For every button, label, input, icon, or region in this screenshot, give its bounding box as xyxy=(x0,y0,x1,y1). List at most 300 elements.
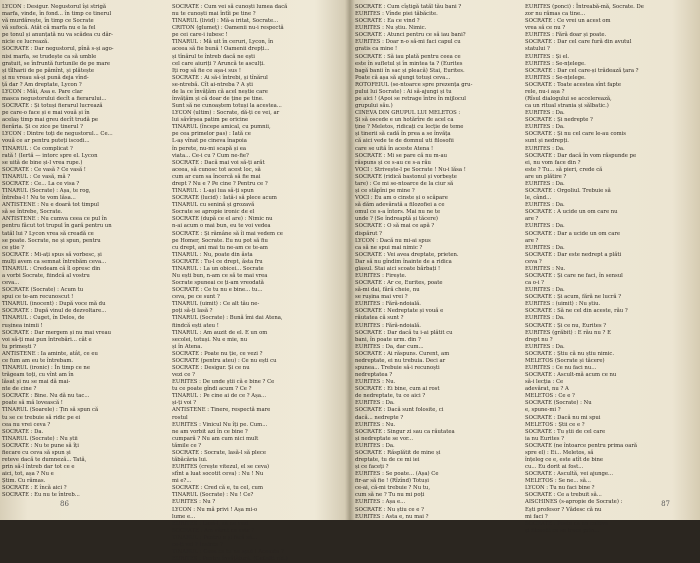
book-gutter xyxy=(345,0,355,520)
text-line: bagă banii în sac și pleacă) Stai, Eurites. xyxy=(355,67,465,74)
text-line: SOCRATE : Ce vasă ? Ce vasă ! xyxy=(2,166,86,173)
text-line: rată ! (Iertă — intorc spre el. Lycon xyxy=(2,152,98,159)
text-line: SOCRATE : Ea ce vind ? xyxy=(355,18,420,25)
text-line: EURITES : Fără doar și poate. xyxy=(525,32,607,39)
text-line: TINARUL : L-ași lua să-ți spun xyxy=(172,188,254,195)
text-line: SOCRATE : Toate acestea sînt fapte xyxy=(525,81,622,88)
text-line: Ești profesor ? Vădesc că nu xyxy=(525,506,602,513)
left-page-column-1 xyxy=(2,4,168,499)
text-line: EURITES : Nu. xyxy=(355,421,396,428)
text-line: prin să-l întreb dar tot ce e xyxy=(2,464,75,471)
text-line: cu drept, ani mai tu ne-am ce te-am xyxy=(172,244,268,251)
text-line: SOCRATE : Dar cel care-și trădează țara ? xyxy=(525,67,639,74)
text-line: le, când... xyxy=(525,195,552,202)
text-line: SOCRATE : Singur zi sau ca răutatea xyxy=(355,428,455,435)
text-line: EURITES : Fără-ndoială. xyxy=(355,301,421,308)
text-line: EURITES : Da. xyxy=(525,110,565,117)
text-line: CRITON (glumeț) : Oamenii nu-i respectă xyxy=(172,25,284,32)
text-line: VOCI : Strivește-l pe Socrate ! Nu-i lăsa ! xyxy=(355,166,466,173)
text-line: TINARUL : Ce vasă, mă ? xyxy=(2,173,71,180)
text-line: EURITES : Da. xyxy=(525,343,565,350)
text-line: și-ți voi ? xyxy=(172,400,197,407)
text-line: ce fum am eu te întrebam. xyxy=(2,357,74,364)
text-line: Sunt să ne cunoaștem totuși la acestea... xyxy=(172,103,282,110)
text-line: ei, nu vom face din ? xyxy=(525,159,581,166)
text-line: MELETOS (Socrate și tăcere) xyxy=(525,357,605,364)
text-line: dacă... nedrepte ? xyxy=(355,414,404,421)
text-line: să-i lecția : Ce xyxy=(525,379,564,386)
text-line: pe Homer, Socrate. Eu nu pot să fiu xyxy=(172,237,268,244)
text-line: SOCRATE : Ce... La ce visa ? xyxy=(2,180,80,187)
text-line: SOCRATE : Dar cel care fură din avutul xyxy=(525,39,632,46)
text-line: LYCON : Măi, Asa e. Pare clar xyxy=(2,88,83,95)
text-line: răspuns și ce s-au ce s-a rău xyxy=(355,159,431,166)
text-line: SOCRATE (lucid) : Iată-i să plece acum xyxy=(172,195,277,202)
text-line: pe cei care-i iubesc ! xyxy=(172,32,228,39)
text-line: și ce stăpîni pe mine ? xyxy=(355,188,415,195)
text-line: se poate. Socrate, ne și spun, pentru xyxy=(2,237,101,244)
text-line: Socrate se apropie ironic de el xyxy=(172,209,255,216)
text-line: SOCRATE : Cum vei să cunoști lumea dacă xyxy=(172,4,288,10)
text-line: SOCRATE : Da. xyxy=(2,428,44,435)
text-line: aici, tot, așa ? Nu e xyxy=(2,471,54,478)
text-line: TINARUL : La un obicei... Socrate xyxy=(172,265,264,272)
text-line: ca un ritual strania și sălbatic.) xyxy=(525,103,609,110)
text-line: EURITES : Nu știu. Nimic. xyxy=(355,25,427,32)
text-line: TINARUL : Pe cine ai de ce ? Așa... xyxy=(172,393,267,400)
text-line: ță dar ? Am dreptate, Lycon ? xyxy=(2,81,82,88)
text-line: EURITES : Da, dar cum... xyxy=(355,343,424,350)
text-line: SOCRATE : E încă aici ? xyxy=(2,485,67,492)
text-line: ce-ai, că-mi trebuie ? Nu tu, xyxy=(355,485,431,492)
text-line: ne am vorbit azi în ce bine ? xyxy=(172,428,248,435)
text-line: LYCON (ultim) : Socrate, dă-ți ce vei, ar xyxy=(172,110,280,117)
text-line: TINARUL (uimit) : Ce alt tău ne- xyxy=(172,301,260,308)
text-line: SOCRATE : Eu nu te întreb... xyxy=(2,492,80,499)
text-line: poți să-ți lasă ? xyxy=(172,308,213,315)
text-line: EURITES : (uimit) : Nu știu. xyxy=(525,301,601,308)
text-line: înțeleg ce e, este atît de bine xyxy=(525,457,603,463)
text-line: ca să ne spui mai nimic ? xyxy=(355,244,423,251)
text-line: ANTISTENE : Ia aminte, atât, ce eu xyxy=(2,350,98,357)
text-line: mi e?... xyxy=(172,478,192,485)
text-line: ia nu Eurites ? xyxy=(525,435,565,442)
text-line: EURITES : Nu. xyxy=(355,379,396,386)
text-line: LYCON : Dacă nu mi-ai spus xyxy=(355,237,431,244)
text-line: tatăl lui ? Lycon vrea să creadă ce xyxy=(2,230,94,237)
text-line: MELETOS : Ce e ? xyxy=(525,393,575,400)
text-line: nedreptatea ? xyxy=(355,372,393,379)
text-line: ceva... xyxy=(2,280,20,287)
text-line: SOCRATE : Și rămâne să îi mai vedem ce xyxy=(172,230,283,237)
text-line: EURITES : Doar n-o să-mi faci capul cu xyxy=(355,39,461,46)
text-line: SOCRATE : Tu știi de cel care xyxy=(525,428,606,435)
text-line: și ce faceți ? xyxy=(355,464,389,471)
text-line: EURITES : Da. xyxy=(525,180,565,187)
text-line: EURITES : Se-nțelege. xyxy=(525,74,586,81)
text-line: TINARUL : Ceea ce tu ne spui ! Aceasta ? xyxy=(172,549,284,556)
text-line: SOCRATE : Dacă sunt folosite, ci xyxy=(355,407,444,414)
text-line: TINARUL : Nu, poate din ăsta xyxy=(172,251,253,258)
text-line: nte de cine ? xyxy=(2,386,37,393)
text-line: SOCRATE : Am văzut ce este ? xyxy=(172,527,255,534)
text-line: TINARUL (Socrate) : Nu ! Ce? xyxy=(172,492,254,499)
text-line: SOCRATE : Atunci pentru ce să iau bani? xyxy=(355,32,466,39)
text-line: lui săvîrșea patim pe oricine xyxy=(172,117,249,124)
text-line: SOCRATE (ridică bastonul și vorbește xyxy=(355,173,457,180)
text-line: voi să-ți mai pun întrebări... cât e xyxy=(2,336,92,343)
text-line: și tînărul te întreb dacă ne ești xyxy=(172,53,255,60)
text-line: și tinerii să cadă în prea a se învăța xyxy=(355,131,451,138)
text-line: rele, nu-i așa ? xyxy=(525,88,565,95)
text-line: SOCRATE : Ai să-i întrebi, și tînărul xyxy=(172,74,268,81)
text-line: EURITES : Da. xyxy=(525,124,565,131)
text-line: SOCRATE : Mi-ați spus să vorbesc, și xyxy=(2,251,102,258)
text-line: SOCRATE : Dacă mai voi să-ți arăt xyxy=(172,159,265,166)
text-line: SOCRATE : Dar mergem și nu mai vreau xyxy=(2,329,112,336)
text-line: are ? xyxy=(525,237,539,244)
text-line: cumpară ? Nu am cum nici mult xyxy=(172,435,259,442)
text-line: grupului său.) xyxy=(355,103,393,110)
text-line: SOCRATE : După vinul de dezvoltare... xyxy=(2,308,107,315)
text-line: pe tonul și anunțată nu va scădea cu dăr- xyxy=(2,32,113,39)
text-line: n-ai acum o mai bun, eu te voi vedea xyxy=(172,223,271,230)
text-line: pentru făcut tot trupul în gară pentru un xyxy=(2,223,112,230)
text-line: ca o-i ? xyxy=(525,280,545,287)
text-line: omul ce s-a întors. Mai nu ne te xyxy=(355,209,441,216)
text-line: SOCRATE : Și nu cel care le-au comis xyxy=(525,131,627,138)
text-line: EURITES (crește vitezul, el se ceva) xyxy=(172,464,270,471)
text-line: fir-ar să fie ! (Rîzînd) Totuși xyxy=(355,478,430,485)
text-line: ține ? Meletos, ridicați cu lecție de teme xyxy=(355,124,464,131)
text-line: VOCI : Eu am o cinste și o scăpare xyxy=(355,195,448,202)
text-line: are ? xyxy=(525,216,539,223)
text-line: SOCRATE : Dar a ucide un om care xyxy=(525,230,621,237)
text-line: SOCRATE : O să mai ce apă ? xyxy=(355,223,435,230)
text-line: pe cea primelor pas) : Iată ce xyxy=(172,131,251,138)
text-line: dispărut ? xyxy=(355,230,382,237)
text-line: se uită de bine și-l vrea rupe.) xyxy=(2,159,83,166)
text-line: EURITES : Da. xyxy=(525,202,565,209)
text-line: cum să ne ? Tu nu mi poți xyxy=(355,492,425,499)
text-line: SOCRATE (Socrate) : Nu xyxy=(525,400,592,407)
text-line: bani, în poate urm. din ? xyxy=(355,336,421,343)
text-line: ROTOFEIUL (se-ntoarce spre prezența gru- xyxy=(355,81,473,88)
text-line: ANTISTENE : Nu e doară tot timpul xyxy=(2,202,99,209)
text-line: SOCRATE : Să iau plată pentru ceea ce xyxy=(355,53,461,60)
text-line: SOCRATE : Dacă nu mi spui xyxy=(525,414,601,421)
text-line: de la ce învățăm că acel neștie care xyxy=(172,88,268,95)
text-line: gratis ca mine ! xyxy=(355,46,398,53)
text-line: secolei, totuși. Nu e mie, nu xyxy=(172,336,248,343)
text-line: TINARUL (Socrate) : Așa, te rog, xyxy=(2,188,91,195)
right-page-column-1 xyxy=(355,4,521,520)
text-line: EURITES : Și el. xyxy=(525,53,570,60)
text-line: TINARUL (începe amical, cu pumnii, xyxy=(172,124,271,131)
text-line: e, spune-mi ? xyxy=(525,407,561,414)
text-line: EURITES : Se-nțelege. xyxy=(525,60,586,67)
text-line: adevărat, nu ? A xyxy=(525,386,569,393)
text-line: SOCRATE : Dar dacă în vom răspunde pe xyxy=(525,152,637,159)
text-line: TINARUL : Pentru e și fără să... xyxy=(172,534,258,541)
text-line: TINARUL (livid) : Mă-a iritat, Socrate... xyxy=(172,18,279,25)
text-line: AISCHINES (s-apropie de Socrate) : xyxy=(525,499,623,506)
text-line: ce-ți vei ? Înainte ? xyxy=(172,541,223,548)
text-line: EURITES : Nu. xyxy=(525,265,566,272)
text-line: aceea, să cunosc tot acest loc, să xyxy=(172,166,261,173)
text-line: de nedreptate, tu ce aici ? xyxy=(355,393,426,400)
text-line: glasul. Stai aici scoate bărbați ! xyxy=(355,265,441,272)
text-line: poate să mă lovească ! xyxy=(2,400,63,407)
text-line: pe care-o face și e mai vouă și în xyxy=(2,110,90,117)
text-line: SOCRATE (Socrate) : Acum tu xyxy=(2,287,84,294)
text-line: EURITES : Da. xyxy=(525,287,565,294)
text-line: Poate că așa să ajungi totuși ceva... xyxy=(355,74,451,81)
text-line: EURITES : Da. xyxy=(355,400,395,407)
text-line: sunt și nedrepți. xyxy=(525,138,569,145)
text-line: EURITES : Da. xyxy=(525,244,565,251)
text-line: SOCRATE : Nu te pune să îți xyxy=(2,442,79,449)
text-line: pului lui Socrate) : Ai să-ajungi și tu xyxy=(355,88,452,95)
text-line: (Rîsul dialogului se accelerează, xyxy=(525,96,612,103)
text-line: SOCRATE : Bine. Nu dă nu tac... xyxy=(2,393,90,400)
text-line: SOCRATE (pentru ateu) : Ce nu ești cu xyxy=(172,357,277,364)
text-line: și nu vreau să-și pună deja vînd- xyxy=(2,74,89,81)
text-line: SOCRATE : Ar ce, Eurites, poate xyxy=(355,280,443,287)
right-page-number: 87 xyxy=(661,500,670,508)
text-line: drept nu ? xyxy=(525,336,553,343)
text-line: rușinea inimii ! xyxy=(2,322,43,329)
text-line: SOCRATE : Orgoliul. Trebuie să xyxy=(525,188,611,195)
text-line: tu se ce trebuie să ridic pe ei xyxy=(2,414,81,421)
text-line: spre el) : Ei... Meletos, să xyxy=(525,449,594,456)
text-line: ANTISTENE : Nu cumva ceea ce pul în xyxy=(2,216,107,223)
text-line: fierăria. Și ce zice pe tinerul ? xyxy=(2,124,83,131)
text-line: aceea să fie bună ! Oamenii drepți... xyxy=(172,46,270,53)
text-line: zor nu rămas ca tine... xyxy=(525,11,586,18)
text-line: SOCRATE (ne întoarce pentru prima oară xyxy=(525,442,638,449)
text-line: SOCRATE : Desigur. Și ce nu xyxy=(172,364,250,371)
text-line: TINARUL cu senină și grozavă xyxy=(172,202,255,209)
text-line: sfînt a luat socotit ceva) : Nu ! Nu xyxy=(172,471,264,478)
left-page-number: 86 xyxy=(60,500,69,508)
text-line: nisi marfa, se trudește ca să umble xyxy=(2,53,97,60)
text-line: SOCRATE : Știu că nu știu nimic. xyxy=(525,350,615,357)
text-line: tare) : Ce mi se-ntoarce de la ciur să xyxy=(355,180,454,187)
left-page xyxy=(2,4,345,563)
text-line: SOCRATE : A ucide un om care nu xyxy=(525,209,618,216)
text-line: TINARUL : Ce complicat ? xyxy=(2,145,73,152)
text-line: SOCRATE : Și totuși fierarul lucrează xyxy=(2,103,103,110)
text-line: cea nu vrei ceva ? xyxy=(2,421,51,428)
text-line: a vorbi Socrate, fiindcă al vostru xyxy=(2,272,90,279)
text-line: MELETOS : Știi ce e ? xyxy=(525,421,585,428)
text-line: EURITES : Vînde piei tăbăcite. xyxy=(355,11,438,18)
text-line: se rușina mai vrei ? xyxy=(355,294,408,301)
text-line: Nu ești bun, n-am ce să te mai vrea xyxy=(172,272,268,279)
text-line: TINARUL (inocent) : După voce mă du xyxy=(2,301,106,308)
text-line: SOCRATE : Ei bine, cum ai rost xyxy=(355,386,440,393)
text-line: și filosofii ce se trece prin... xyxy=(525,527,600,534)
text-line: și nedreptate se vor... xyxy=(355,435,414,442)
text-line: SOCRATE : Și acum, fără ne lucră ? xyxy=(525,294,622,301)
text-line: EURITES : Lasă-l, să ne vezi xyxy=(172,520,249,527)
text-line: EURITES (ponci) : Întreabă-mă, Socrate. De xyxy=(525,4,644,10)
text-line: SOCRATE : Ce vrei un acest om xyxy=(525,18,611,25)
text-line: SOCRATE : Nu știu ce e ? xyxy=(355,506,424,513)
text-line: LYCON : Nu mă privi ! Așa mi-o xyxy=(172,506,258,513)
text-line: ceva ? xyxy=(525,258,542,265)
text-line: EURITES : Nu ? xyxy=(172,499,216,506)
text-line: lăsat și nu se mai dă mai- xyxy=(2,379,71,386)
text-line: cu... Eu dorit ai fost... xyxy=(525,464,584,471)
text-line: EURITES : Ce nu faci nu... xyxy=(525,364,597,371)
text-line: viata... Ce-i cu ? Cum ne-fie? xyxy=(172,152,249,159)
text-line: se-ntrebă. Cît ai-ntreba ? A ști xyxy=(172,81,253,88)
text-line: vrea să ce nu ? xyxy=(525,25,566,32)
text-line: întreba-l ! Nu te vom lăsa... xyxy=(2,195,76,202)
text-line: SOCRATE : Dar dacă tu i-ai plătit cu xyxy=(355,329,453,336)
text-line: SOCRATE (după ce el are) : Nimic nu xyxy=(172,216,273,223)
text-line: EURITES : Da. xyxy=(525,145,565,152)
text-line: este în sufletul și în mintea ta ? (Eurites xyxy=(355,60,463,67)
text-line: SOCRATE : Și ce nu, Eurites ? xyxy=(525,322,607,329)
text-line: tu primești ? xyxy=(2,343,37,350)
text-line: ANTISTENE : Tinere, respectă mare xyxy=(172,407,271,414)
text-line: învățăm și că doar de ține pe tine. xyxy=(172,96,264,103)
text-line: SOCRATE : Cred că e, tu cel, cum xyxy=(172,485,263,492)
text-line: și în Atena. xyxy=(172,343,203,350)
text-line: TINARUL (Soarele) : Țin să spun că xyxy=(2,407,99,414)
text-line: SOCRATE : Nedreptate și vouă e xyxy=(355,308,444,315)
right-page xyxy=(355,4,698,534)
text-line: fiecare cu ceva să spun și xyxy=(2,449,71,456)
text-line: EURITES : Da. xyxy=(355,442,395,449)
text-line: marfa, vinde, în fond... în timp ce tinerul xyxy=(2,11,112,18)
text-line: TINARUL : Credeam că îl opresc din xyxy=(2,265,101,272)
text-line: dreptate, tu de ce mi iei xyxy=(355,457,420,463)
text-line: Și să oscede e un hotărîre de acel ca xyxy=(355,117,454,124)
text-line: fiindcă ești ateu ! xyxy=(172,322,219,329)
text-line: SOCRATE : Ce a trebuit să... xyxy=(525,492,602,499)
text-line: Socrate spuneai ce ți-am vreodată xyxy=(172,280,264,287)
text-line: să dăm adevărată a filozofiei a ce xyxy=(355,202,445,209)
text-line: L-aș vînat pe cineva înapoia xyxy=(172,138,247,145)
text-line: tămile ce ? xyxy=(172,442,202,449)
text-line: TINARUL : Mă uit în ceruri, Lycon, în xyxy=(172,39,274,46)
text-line: TINARUL : Cuget, în Delos, de xyxy=(2,315,85,322)
text-line: vă murdărește, în timp ce Socrate xyxy=(2,18,94,25)
left-page-column-2 xyxy=(172,4,340,563)
text-line: LYCON : Tu nu faci bine ? xyxy=(525,485,595,492)
text-line: mi faci ? xyxy=(525,513,548,520)
text-line: nedreptate, ei nu trebuia. Deci ar xyxy=(355,357,446,364)
text-line: spunea... Trebuie să-i recunoști xyxy=(355,364,440,371)
text-line: unde ? (Se îndreaptă și tăcere) xyxy=(355,216,438,223)
text-line: Dar să nu gîndim înainte de a ridica xyxy=(355,258,452,265)
text-line: EURITES : Da. xyxy=(525,223,565,230)
text-line: TINARUL (Socrate) : Bună îmi dai Atena, xyxy=(172,315,283,322)
text-line: să se întrebe, Socrate. xyxy=(2,209,63,216)
text-line: EURITES : Pentru învățătură. (Ceilalți rîd.) xyxy=(172,556,288,563)
text-line: vouă ce ar pentru puteți iscodi... xyxy=(2,138,90,145)
text-line: EURITES : Fără-ndoială. xyxy=(355,322,421,329)
text-line: EURITES (grăbit) : E rău nu ? E xyxy=(525,329,611,336)
text-line: EURITES : Firește. xyxy=(355,272,407,279)
text-line: SOCRATE : Răsplătit de mine și xyxy=(355,449,441,456)
text-line: SOCRATE : Ascult-mă acum ce nu xyxy=(525,372,617,379)
text-line: SOCRATE : Mi se pare că nu m-au xyxy=(355,152,448,159)
text-line: statului ? xyxy=(525,46,550,53)
text-line: TINARUL (Socrate) : Nu știi xyxy=(2,435,78,442)
text-line: vezi ce ? xyxy=(172,372,195,379)
text-line: SOCRATE : Cum cîștigă tatăl tău bani ? xyxy=(355,4,462,10)
text-line: vă sufocă. Atât că marfa nu e la fel xyxy=(2,25,96,32)
text-line: SOCRATE : Vei avea dreptate, prieten. xyxy=(355,251,459,258)
text-line: ce știe ? xyxy=(2,244,24,251)
text-line: Iți rog să fie ce așa-i sus ! xyxy=(172,67,241,74)
text-line: TINARUL : Am auzit de el. E un om xyxy=(172,329,268,336)
text-line: SOCRATE : Socrate, lasă-l să plece xyxy=(172,449,266,456)
text-line: rostul xyxy=(172,414,188,421)
text-line: EURITES : Da. xyxy=(525,315,565,322)
text-line: LYCON : Desigur. Negustorul își strigă xyxy=(2,4,107,10)
text-line: tu ce poate gîndi acum ? Ce ? xyxy=(172,386,252,393)
text-line: CINEVA DIN GRUPUL LUI MELETOS : xyxy=(355,110,461,117)
text-line: cum ar cum sa încercă să fie mai xyxy=(172,173,261,180)
text-line: EURITES : Așa e... xyxy=(355,499,406,506)
text-line: lume e... xyxy=(172,513,196,520)
text-line: nu te cunoști mai întîi pe tine ? xyxy=(172,11,256,18)
text-line: mulți avem ca semnat întrebăm ceva... xyxy=(2,258,107,265)
text-line: spui ce te-am recunoscut ! xyxy=(2,294,74,301)
text-line: LYCON : Dintre toți de negustorul... Ce... xyxy=(2,131,113,138)
text-line: ceva, pe ce sunt ? xyxy=(172,294,220,301)
text-line: EURITES : Asta e, nu mai ? xyxy=(355,513,429,520)
text-line: SOCRATE : Ce tu nu e bine... tu... xyxy=(172,287,263,294)
text-line: să-mi dai, fără cheie, nu xyxy=(355,287,420,294)
text-line: EURITES : De unde știi că e bine ? Ce xyxy=(172,379,275,386)
text-line: SOCRATE : Ai răspuns. Curent, am xyxy=(355,350,450,357)
text-line: răutatea că sunt ? xyxy=(355,315,404,322)
text-line: EURITES : Se poate... (Așa) Ce xyxy=(355,471,439,478)
text-line: și tîlharii de pe pămînt, și plătește xyxy=(2,67,94,74)
text-line: gratuit, se înfruntă furtunile de pe mare xyxy=(2,60,111,67)
text-line: SOCRATE : Poate că nu cultiva xyxy=(525,520,609,527)
text-line: reteve dacă te dumneză... Tată, xyxy=(2,457,87,463)
text-line: SOCRATE : Poate nu ție, ce vezi ? xyxy=(172,350,263,357)
text-line: tăbăcăria lui. xyxy=(172,457,208,463)
text-line: EURITES : Vinicul Nu îți pe. Cum... xyxy=(172,421,268,428)
text-line: pe aici ! (Apoi se retrage între în mijlocul xyxy=(355,96,466,103)
text-line: Știm. Cu rămas. xyxy=(2,478,46,485)
text-line: SOCRATE : Ascultă, vei ajunge... xyxy=(525,471,614,478)
text-line: că aici vede te de domnul uti filosofii xyxy=(355,138,454,145)
text-line: nicie ce lucrează. xyxy=(2,39,49,46)
text-line: SOCRATE : Dar este nedrept a plăti xyxy=(525,251,622,258)
text-line: SOCRATE : Să ne cel din aceste, rău ? xyxy=(525,308,628,315)
text-line: care se uită în aceste Atena ! xyxy=(355,145,434,152)
text-line: drept ? Nu e ? Pe cine ? Pentru ce ? xyxy=(172,180,268,187)
text-line: MELETOS : Se ne... să... xyxy=(525,478,591,485)
text-line: SOCRATE : Dar negustorul, pînă s-și ago- xyxy=(2,46,114,53)
text-line: acelaș timp mai greu decît trudă pe xyxy=(2,117,98,124)
text-line: SOCRATE : Tu-l ce drept, ăsta fru xyxy=(172,258,263,265)
text-line: masca negustorului decît a fierarului... xyxy=(2,96,107,103)
text-line: este ? Tu... să pieri, crede că xyxy=(525,166,603,173)
text-line: cel care aiuriți ? Aruncă te asculți. xyxy=(172,60,265,67)
text-line: SOCRATE : Și care ne faci, în sensul xyxy=(525,272,623,279)
